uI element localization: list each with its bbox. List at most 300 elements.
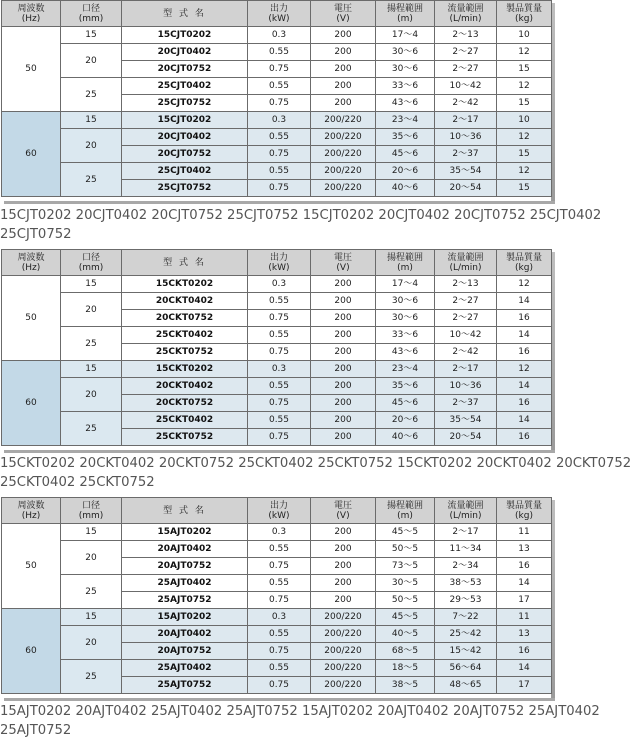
voltage-cell: 200/220	[311, 180, 376, 197]
model-caption: 15CJT0202 20CJT0402 20CJT0752 25CJT0752 15CJT0202 20CJT0402 20CJT0752 25CJT0402 25CJT0752	[0, 208, 602, 242]
diameter-cell: 25	[61, 575, 122, 609]
table-row	[2, 524, 552, 541]
freq-cell: 50	[2, 524, 61, 609]
head-cell: 17～4	[376, 276, 435, 293]
voltage-cell: 200/220	[311, 660, 376, 677]
flow-cell: 7～22	[435, 609, 497, 626]
output-cell: 0.75	[248, 95, 311, 112]
header-freq-line: (Hz)	[21, 510, 41, 521]
model-cell: 20CKT0402	[122, 378, 248, 395]
header-output	[248, 250, 311, 276]
output-cell: 0.75	[248, 395, 311, 412]
header-voltage	[311, 1, 376, 27]
header-voltage	[311, 250, 376, 276]
flow-cell: 29～53	[435, 592, 497, 609]
output-cell: 0.75	[248, 344, 311, 361]
weight-cell: 15	[497, 146, 552, 163]
weight-cell: 17	[497, 677, 552, 694]
flow-cell: 56～64	[435, 660, 497, 677]
weight-cell: 16	[497, 558, 552, 575]
header-head	[376, 498, 435, 524]
model-cell: 25CKT0402	[122, 327, 248, 344]
weight-cell: 15	[497, 61, 552, 78]
model-cell: 20AJT0752	[122, 643, 248, 660]
head-cell: 43～6	[376, 344, 435, 361]
model-cell: 25CJT0402	[122, 78, 248, 95]
weight-cell: 14	[497, 660, 552, 677]
output-cell: 0.75	[248, 429, 311, 446]
header-model-label: 型 式 名	[163, 257, 206, 268]
header-weight	[497, 498, 552, 524]
header-head-line: 揚程範囲	[386, 252, 423, 263]
head-cell: 30～5	[376, 575, 435, 592]
header-output	[248, 498, 311, 524]
flow-cell: 2～13	[435, 27, 497, 44]
diameter-cell: 15	[61, 27, 122, 44]
flow-cell: 25～42	[435, 626, 497, 643]
output-cell: 0.75	[248, 180, 311, 197]
table-row	[2, 27, 552, 44]
diameter-cell: 15	[61, 276, 122, 293]
diameter-cell: 20	[61, 626, 122, 660]
freq-cell: 50	[2, 27, 61, 112]
model-cell: 15CJT0202	[122, 112, 248, 129]
model-cell: 20CKT0752	[122, 310, 248, 327]
diameter-cell: 15	[61, 361, 122, 378]
voltage-cell: 200/220	[311, 643, 376, 660]
flow-cell: 35～54	[435, 412, 497, 429]
header-flow	[435, 498, 497, 524]
weight-cell: 12	[497, 276, 552, 293]
model-cell: 25CJT0752	[122, 180, 248, 197]
output-cell: 0.55	[248, 626, 311, 643]
voltage-cell: 200	[311, 541, 376, 558]
header-dia-line: (mm)	[78, 262, 104, 273]
model-cell: 20CJT0402	[122, 129, 248, 146]
header-flow	[435, 1, 497, 27]
weight-cell: 16	[497, 429, 552, 446]
head-cell: 30～6	[376, 44, 435, 61]
header-weight-line: (kg)	[515, 510, 533, 521]
freq-cell: 60	[2, 609, 61, 694]
diameter-cell: 20	[61, 541, 122, 575]
flow-cell: 2～17	[435, 112, 497, 129]
weight-cell: 14	[497, 293, 552, 310]
head-cell: 40～6	[376, 180, 435, 197]
output-cell: 0.75	[248, 592, 311, 609]
header-output-line: (kW)	[268, 262, 290, 273]
voltage-cell: 200	[311, 327, 376, 344]
flow-cell: 2～42	[435, 344, 497, 361]
head-cell: 30～6	[376, 293, 435, 310]
table-row	[2, 129, 552, 146]
header-model	[122, 498, 248, 524]
table-row	[2, 361, 552, 378]
model-caption: 15CKT0202 20CKT0402 20CKT0752 25CKT0402 25CKT0752 15CKT0202 20CKT0402 20CKT0752 25CKT0402 25CKT0752	[0, 456, 632, 490]
header-flow-line: (L/min)	[449, 262, 482, 273]
model-cell: 20AJT0402	[122, 626, 248, 643]
table-row	[2, 44, 552, 61]
header-head-line: 揚程範囲	[386, 3, 423, 14]
header-output-line: (kW)	[268, 13, 290, 24]
weight-cell: 12	[497, 361, 552, 378]
model-cell: 20CKT0402	[122, 293, 248, 310]
diameter-cell: 15	[61, 609, 122, 626]
head-cell: 50～5	[376, 592, 435, 609]
header-weight-line: 製品質量	[505, 252, 542, 263]
diameter-cell: 20	[61, 293, 122, 327]
weight-cell: 17	[497, 592, 552, 609]
header-model	[122, 1, 248, 27]
header-voltage	[311, 498, 376, 524]
model-cell: 25AJT0752	[122, 677, 248, 694]
voltage-cell: 200/220	[311, 626, 376, 643]
freq-cell: 50	[2, 276, 61, 361]
weight-cell: 14	[497, 378, 552, 395]
head-cell: 35～6	[376, 378, 435, 395]
diameter-cell: 20	[61, 44, 122, 78]
diameter-cell: 25	[61, 163, 122, 197]
output-cell: 0.75	[248, 643, 311, 660]
header-head-line: (m)	[397, 510, 413, 521]
table-row	[2, 412, 552, 429]
header-output	[248, 1, 311, 27]
header-freq-line: (Hz)	[21, 13, 41, 24]
head-cell: 33～6	[376, 78, 435, 95]
spec-table	[1, 249, 552, 446]
header-voltage-line: 電圧	[333, 3, 352, 14]
table-row	[2, 575, 552, 592]
header-dia-line: 口径	[81, 3, 100, 14]
flow-cell: 2～37	[435, 146, 497, 163]
output-cell: 0.3	[248, 609, 311, 626]
freq-cell: 60	[2, 112, 61, 197]
diameter-cell: 25	[61, 327, 122, 361]
voltage-cell: 200	[311, 95, 376, 112]
diameter-cell: 20	[61, 378, 122, 412]
voltage-cell: 200	[311, 293, 376, 310]
model-cell: 15CJT0202	[122, 27, 248, 44]
voltage-cell: 200	[311, 395, 376, 412]
output-cell: 0.3	[248, 361, 311, 378]
head-cell: 18～5	[376, 660, 435, 677]
spec-block-ajt	[0, 497, 639, 742]
table-row	[2, 541, 552, 558]
table-row	[2, 112, 552, 129]
freq-cell: 60	[2, 361, 61, 446]
voltage-cell: 200/220	[311, 129, 376, 146]
weight-cell: 14	[497, 327, 552, 344]
header-output-line: 出力	[269, 500, 288, 511]
table-row	[2, 78, 552, 95]
voltage-cell: 200/220	[311, 609, 376, 626]
voltage-cell: 200	[311, 429, 376, 446]
voltage-cell: 200	[311, 344, 376, 361]
header-flow	[435, 250, 497, 276]
voltage-cell: 200/220	[311, 146, 376, 163]
header-freq-line: 周波数	[17, 252, 45, 263]
table-row	[2, 163, 552, 180]
flow-cell: 35～54	[435, 163, 497, 180]
head-cell: 40～5	[376, 626, 435, 643]
output-cell: 0.55	[248, 163, 311, 180]
model-cell: 20CJT0752	[122, 146, 248, 163]
head-cell: 23～4	[376, 361, 435, 378]
head-cell: 30～6	[376, 61, 435, 78]
table-row	[2, 660, 552, 677]
model-cell: 20CKT0752	[122, 395, 248, 412]
flow-cell: 2～27	[435, 310, 497, 327]
output-cell: 0.75	[248, 146, 311, 163]
output-cell: 0.3	[248, 112, 311, 129]
header-head	[376, 250, 435, 276]
output-cell: 0.55	[248, 378, 311, 395]
output-cell: 0.75	[248, 310, 311, 327]
model-cell: 20AJT0752	[122, 558, 248, 575]
head-cell: 20～6	[376, 163, 435, 180]
weight-cell: 12	[497, 44, 552, 61]
output-cell: 0.75	[248, 677, 311, 694]
weight-cell: 16	[497, 310, 552, 327]
header-model-label: 型 式 名	[163, 8, 206, 19]
head-cell: 33～6	[376, 327, 435, 344]
voltage-cell: 200	[311, 44, 376, 61]
spec-block-cjt	[0, 0, 639, 248]
weight-cell: 12	[497, 163, 552, 180]
header-head	[376, 1, 435, 27]
diameter-cell: 15	[61, 524, 122, 541]
head-cell: 30～6	[376, 310, 435, 327]
voltage-cell: 200	[311, 575, 376, 592]
model-cell: 15CKT0202	[122, 276, 248, 293]
head-cell: 50～5	[376, 541, 435, 558]
header-dia	[61, 498, 122, 524]
flow-cell: 10～42	[435, 78, 497, 95]
voltage-cell: 200	[311, 27, 376, 44]
diameter-cell: 15	[61, 112, 122, 129]
voltage-cell: 200	[311, 378, 376, 395]
header-dia	[61, 1, 122, 27]
flow-cell: 2～34	[435, 558, 497, 575]
table-row	[2, 327, 552, 344]
header-weight-line: (kg)	[515, 262, 533, 273]
header-voltage-line: (V)	[336, 13, 350, 24]
output-cell: 0.3	[248, 524, 311, 541]
flow-cell: 15～42	[435, 643, 497, 660]
voltage-cell: 200	[311, 558, 376, 575]
flow-cell: 20～54	[435, 180, 497, 197]
flow-cell: 2～37	[435, 395, 497, 412]
weight-cell: 12	[497, 78, 552, 95]
weight-cell: 11	[497, 524, 552, 541]
weight-cell: 13	[497, 626, 552, 643]
header-dia-line: (mm)	[78, 13, 104, 24]
head-cell: 45～6	[376, 146, 435, 163]
model-cell: 20CJT0402	[122, 44, 248, 61]
head-cell: 38～5	[376, 677, 435, 694]
output-cell: 0.55	[248, 44, 311, 61]
header-freq	[2, 250, 61, 276]
weight-cell: 16	[497, 344, 552, 361]
header-head-line: 揚程範囲	[386, 500, 423, 511]
output-cell: 0.55	[248, 575, 311, 592]
header-weight-line: 製品質量	[505, 3, 542, 14]
header-flow-line: (L/min)	[449, 13, 482, 24]
head-cell: 68～5	[376, 643, 435, 660]
head-cell: 20～6	[376, 412, 435, 429]
table-row	[2, 609, 552, 626]
model-cell: 15AJT0202	[122, 524, 248, 541]
flow-cell: 2～17	[435, 524, 497, 541]
model-cell: 25CJT0752	[122, 95, 248, 112]
header-dia-line: 口径	[81, 252, 100, 263]
header-voltage-line: 電圧	[333, 500, 352, 511]
weight-cell: 16	[497, 395, 552, 412]
weight-cell: 11	[497, 609, 552, 626]
table-row	[2, 378, 552, 395]
header-freq	[2, 1, 61, 27]
header-flow-line: (L/min)	[449, 510, 482, 521]
output-cell: 0.55	[248, 412, 311, 429]
output-cell: 0.55	[248, 541, 311, 558]
flow-cell: 2～42	[435, 95, 497, 112]
head-cell: 43～6	[376, 95, 435, 112]
flow-cell: 2～27	[435, 61, 497, 78]
spec-block-ckt	[0, 249, 639, 497]
header-freq-line: (Hz)	[21, 262, 41, 273]
flow-cell: 2～27	[435, 293, 497, 310]
flow-cell: 10～36	[435, 129, 497, 146]
weight-cell: 10	[497, 112, 552, 129]
model-cell: 15AJT0202	[122, 609, 248, 626]
head-cell: 45～5	[376, 609, 435, 626]
header-flow-line: 流量範囲	[447, 500, 484, 511]
model-cell: 25AJT0402	[122, 660, 248, 677]
header-row	[2, 250, 552, 276]
flow-cell: 20～54	[435, 429, 497, 446]
flow-cell: 2～17	[435, 361, 497, 378]
model-cell: 25AJT0402	[122, 575, 248, 592]
voltage-cell: 200/220	[311, 163, 376, 180]
model-cell: 20AJT0402	[122, 541, 248, 558]
model-cell: 15CKT0202	[122, 361, 248, 378]
header-weight-line: (kg)	[515, 13, 533, 24]
diameter-cell: 20	[61, 129, 122, 163]
header-weight	[497, 250, 552, 276]
output-cell: 0.3	[248, 276, 311, 293]
diameter-cell: 25	[61, 78, 122, 112]
weight-cell: 13	[497, 541, 552, 558]
output-cell: 0.55	[248, 660, 311, 677]
header-dia-line: 口径	[81, 500, 100, 511]
header-flow-line: 流量範囲	[447, 3, 484, 14]
voltage-cell: 200	[311, 524, 376, 541]
model-cell: 25AJT0752	[122, 592, 248, 609]
model-cell: 25CKT0752	[122, 429, 248, 446]
header-freq-line: 周波数	[17, 3, 45, 14]
table-row	[2, 626, 552, 643]
diameter-cell: 25	[61, 412, 122, 446]
header-head-line: (m)	[397, 13, 413, 24]
weight-cell: 14	[497, 575, 552, 592]
weight-cell: 12	[497, 129, 552, 146]
header-row	[2, 498, 552, 524]
head-cell: 40～6	[376, 429, 435, 446]
spec-table	[1, 0, 552, 197]
head-cell: 45～5	[376, 524, 435, 541]
voltage-cell: 200	[311, 412, 376, 429]
voltage-cell: 200	[311, 592, 376, 609]
model-cell: 25CKT0402	[122, 412, 248, 429]
model-cell: 25CKT0752	[122, 344, 248, 361]
header-freq	[2, 498, 61, 524]
voltage-cell: 200/220	[311, 677, 376, 694]
voltage-cell: 200/220	[311, 112, 376, 129]
voltage-cell: 200	[311, 361, 376, 378]
table-row	[2, 293, 552, 310]
head-cell: 17～4	[376, 27, 435, 44]
header-dia	[61, 250, 122, 276]
header-flow-line: 流量範囲	[447, 252, 484, 263]
header-head-line: (m)	[397, 262, 413, 273]
header-row	[2, 1, 552, 27]
header-voltage-line: (V)	[336, 510, 350, 521]
flow-cell: 48～65	[435, 677, 497, 694]
output-cell: 0.55	[248, 293, 311, 310]
output-cell: 0.3	[248, 27, 311, 44]
weight-cell: 10	[497, 27, 552, 44]
table-row	[2, 276, 552, 293]
header-model	[122, 250, 248, 276]
flow-cell: 38～53	[435, 575, 497, 592]
spec-table	[1, 497, 552, 694]
flow-cell: 10～36	[435, 378, 497, 395]
head-cell: 73～5	[376, 558, 435, 575]
flow-cell: 11～34	[435, 541, 497, 558]
header-output-line: 出力	[269, 3, 288, 14]
output-cell: 0.75	[248, 61, 311, 78]
voltage-cell: 200	[311, 78, 376, 95]
head-cell: 35～6	[376, 129, 435, 146]
header-voltage-line: 電圧	[333, 252, 352, 263]
voltage-cell: 200	[311, 61, 376, 78]
diameter-cell: 25	[61, 660, 122, 694]
model-cell: 20CJT0752	[122, 61, 248, 78]
weight-cell: 14	[497, 412, 552, 429]
voltage-cell: 200	[311, 310, 376, 327]
header-output-line: 出力	[269, 252, 288, 263]
model-caption: 15AJT0202 20AJT0402 25AJT0402 25AJT0752 15AJT0202 20AJT0402 20AJT0752 25AJT0402 25AJT0752	[0, 704, 600, 738]
weight-cell: 16	[497, 643, 552, 660]
header-freq-line: 周波数	[17, 500, 45, 511]
head-cell: 23～4	[376, 112, 435, 129]
head-cell: 45～6	[376, 395, 435, 412]
header-dia-line: (mm)	[78, 510, 104, 521]
flow-cell: 2～13	[435, 276, 497, 293]
output-cell: 0.75	[248, 558, 311, 575]
weight-cell: 15	[497, 180, 552, 197]
output-cell: 0.55	[248, 78, 311, 95]
header-output-line: (kW)	[268, 510, 290, 521]
header-voltage-line: (V)	[336, 262, 350, 273]
weight-cell: 15	[497, 95, 552, 112]
model-cell: 25CJT0402	[122, 163, 248, 180]
header-model-label: 型 式 名	[163, 505, 206, 516]
flow-cell: 2～27	[435, 44, 497, 61]
output-cell: 0.55	[248, 327, 311, 344]
voltage-cell: 200	[311, 276, 376, 293]
output-cell: 0.55	[248, 129, 311, 146]
